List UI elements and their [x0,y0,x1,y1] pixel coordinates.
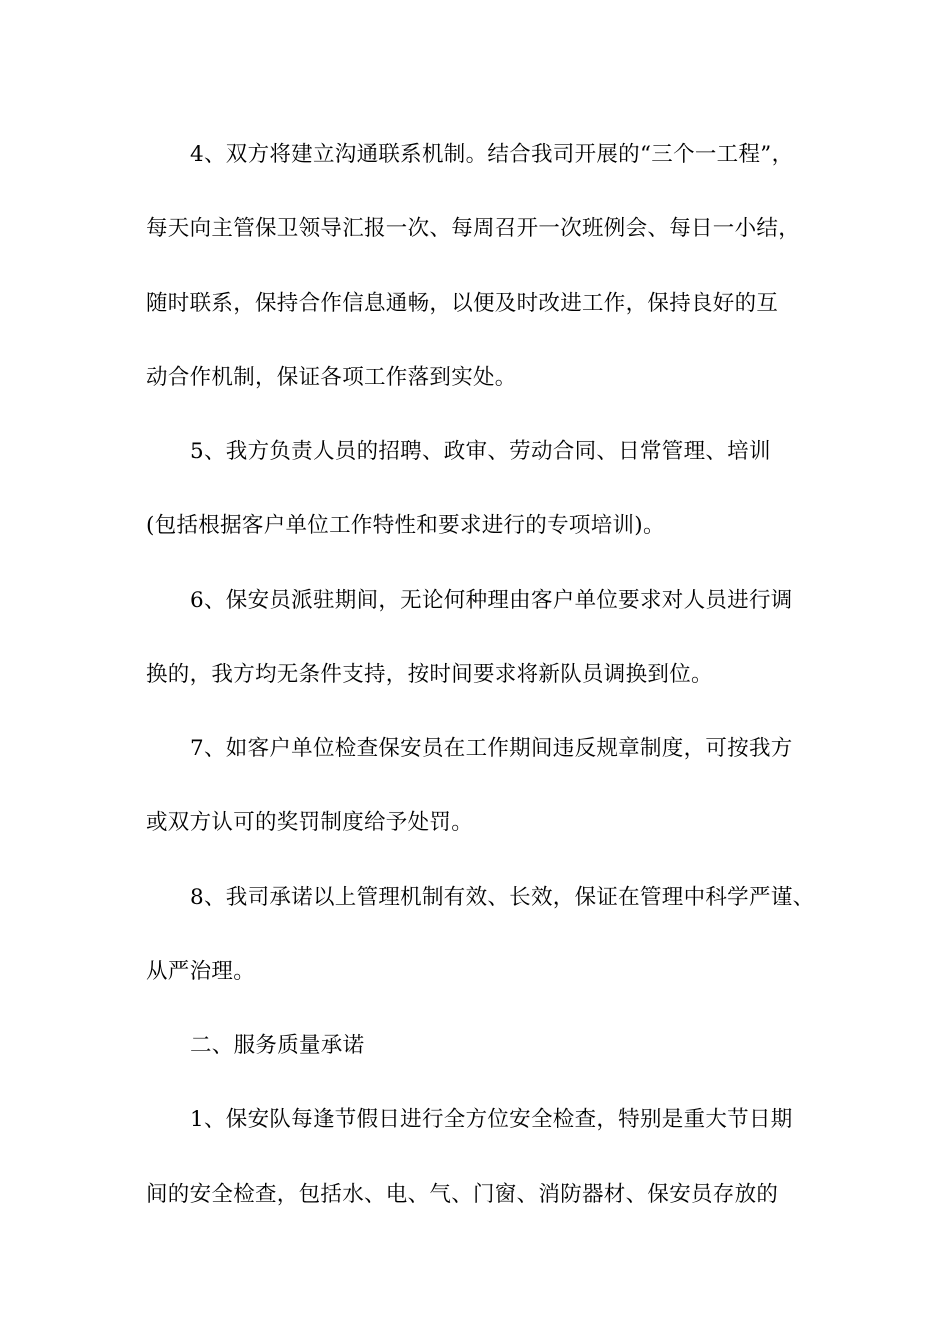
paragraph-8-line-1: 8、我司承诺以上管理机制有效、长效，保证在管理中科学严谨、 [190,885,815,910]
paragraph-7-line-1: 7、如客户单位检查保安员在工作期间违反规章制度，可按我方 [190,736,793,761]
paragraph-6-line-1: 6、保安员派驻期间，无论何种理由客户单位要求对人员进行调 [190,588,793,613]
paragraph-4-line-4: 动合作机制，保证各项工作落到实处。 [146,365,517,390]
paragraph-8-line-2: 从严治理。 [146,959,256,984]
paragraph-4-line-1: 4、双方将建立沟通联系机制。结合我司开展的“三个一工程”， [190,142,794,167]
paragraph-4-line-3: 随时联系，保持合作信息通畅，以便及时改进工作，保持良好的互 [146,291,779,316]
paragraph-4-line-2: 每天向主管保卫领导汇报一次、每周召开一次班例会、每日一小结， [146,216,801,241]
paragraph-6-line-2: 换的，我方均无条件支持，按时间要求将新队员调换到位。 [146,662,713,687]
paragraph-service-1-line-2: 间的安全检查，包括水、电、气、门窗、消防器材、保安员存放的 [146,1182,779,1207]
paragraph-service-1-line-1: 1、保安队每逢节假日进行全方位安全检查，特别是重大节日期 [190,1107,793,1132]
paragraph-5-line-2: (包括根据客户单位工作特性和要求进行的专项培训)。 [146,513,665,538]
paragraph-5-line-1: 5、我方负责人员的招聘、政审、劳动合同、日常管理、培训 [190,439,771,464]
section-heading-service-quality: 二、服务质量承诺 [190,1033,365,1058]
paragraph-7-line-2: 或双方认可的奖罚制度给予处罚。 [146,810,474,835]
